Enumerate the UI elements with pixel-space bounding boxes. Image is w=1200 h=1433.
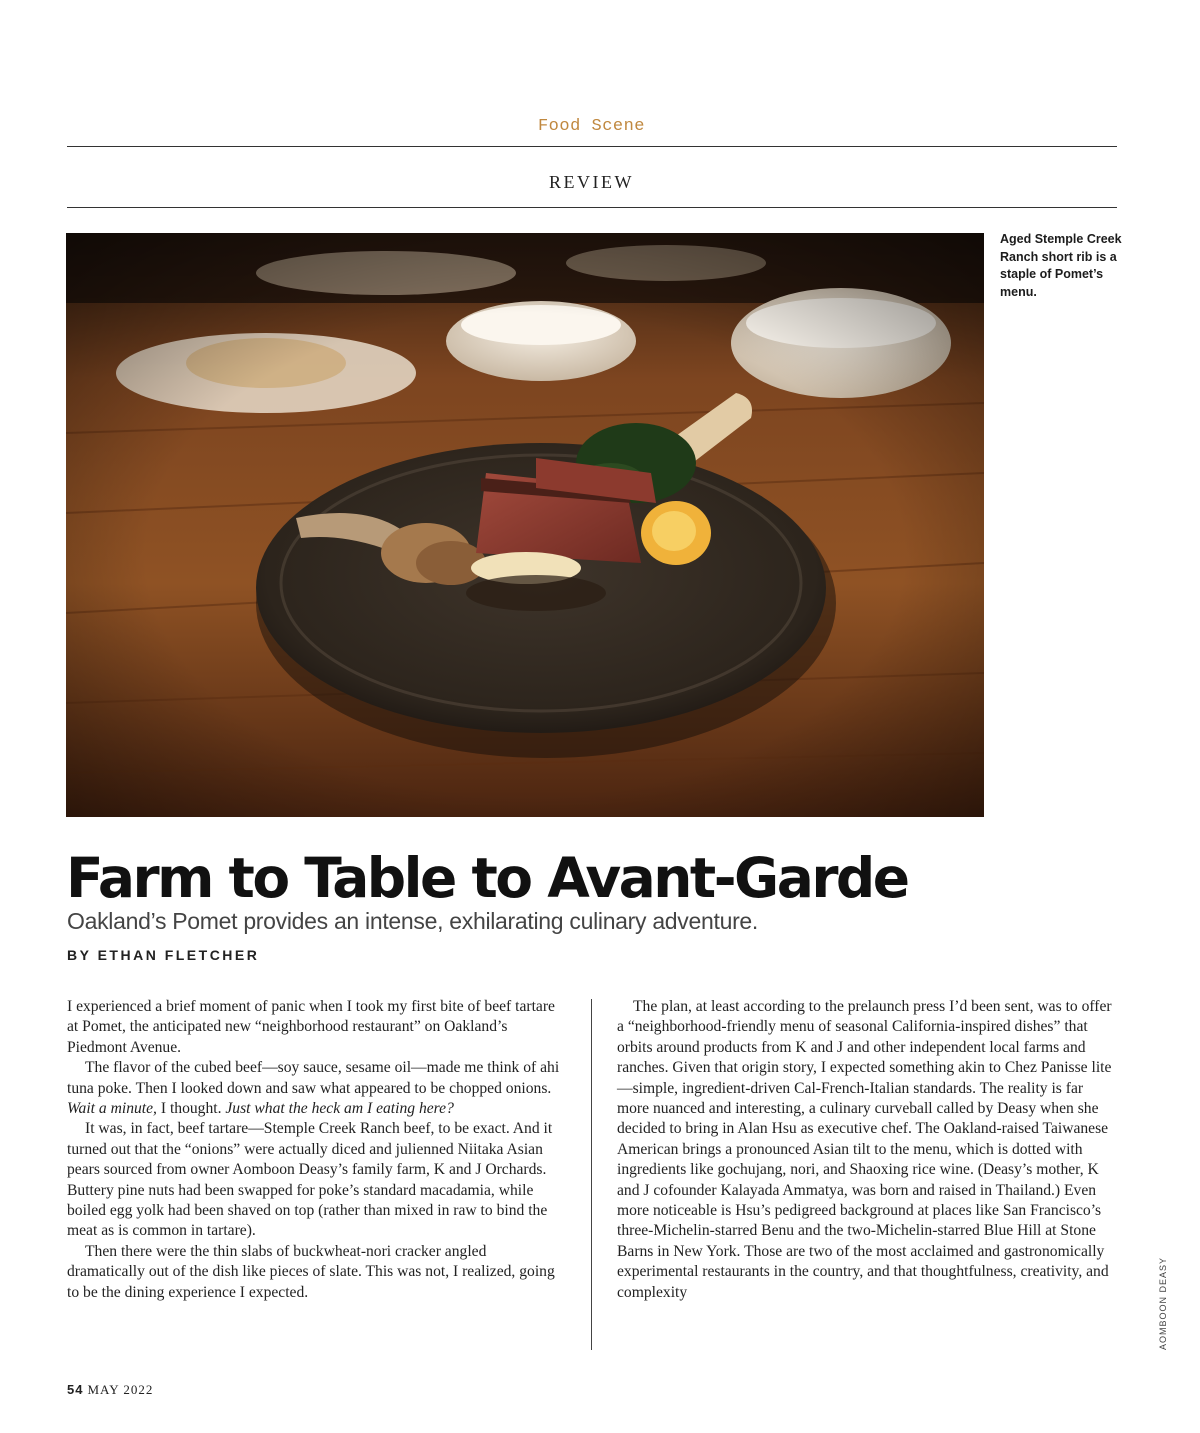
kicker-rule	[67, 207, 1117, 208]
photo-caption: Aged Stemple Creek Ranch short rib is a staple of Pomet’s menu.	[1000, 232, 1122, 299]
hero-photo	[66, 233, 984, 817]
kicker: REVIEW	[549, 172, 634, 192]
headline: Farm to Table to Avant-Garde	[66, 846, 908, 910]
body-column-left	[67, 997, 567, 1303]
paragraph: I experienced a brief moment of panic when I took my first bite of beef tartare at Pomet, the anticipated new “neighborhood restaurant” on Oakland’s Piedmont Avenue.	[67, 998, 555, 1056]
paragraph: Then there were the thin slabs of buckwheat-nori cracker angled dramatically out of the dish like pieces of slate. This was not, I realized, going to be the dining experience I expected.	[67, 1242, 555, 1301]
page-folio	[67, 1382, 153, 1398]
body-column-right	[617, 997, 1117, 1303]
dek: Oakland’s Pomet provides an intense, exhilarating culinary adventure.	[67, 908, 759, 934]
top-rule	[67, 146, 1117, 147]
issue-date: MAY 2022	[87, 1382, 154, 1397]
paragraph: The flavor of the cubed beef—soy sauce, sesame oil—made me think of ahi tuna poke. Then I looked down and saw what appeared to be chopped onions. Wait a minute, I thought. Just what the heck am I eating here?	[67, 1059, 560, 1118]
byline: BY ETHAN FLETCHER	[67, 947, 260, 963]
paragraph: It was, in fact, beef tartare—Stemple Creek Ranch beef, to be exact. And it turned out that the “onions” were actually diced and julienned Niitaka Asian pears sourced from owner Aomboon Deasy’s family farm, K and J Orchards. Buttery pine nuts had been swapped for poke’s standard macadamia, while boiled egg yolk had been shaved on top (rather than mixed in raw to bind the meat as is common in tartare).	[67, 1120, 553, 1240]
column-divider	[591, 999, 592, 1350]
section-label: Food Scene	[537, 117, 646, 136]
photo-credit: AOMBOON DEASY	[1158, 1256, 1168, 1350]
paragraph: The plan, at least according to the prelaunch press I’d been sent, was to offer a “neighborhood-friendly menu of seasonal California-inspired dishes” that orbits around products from K and J and other independent local farms and ranches. Given that origin story, I expected something akin to Chez Panisse lite—simple, ingredient-driven Cal-French-Italian standards. The reality is far more nuanced and interesting, a culinary curveball called by Deasy when she decided to bring in Alan Hsu as executive chef. The Oakland-raised Taiwanese American brings a pronounced Asian tilt to the menu, which is dotted with ingredients like gochujang, nori, and Shaoxing rice wine. (Deasy’s mother, K and J cofounder Kalayada Ammatya, was born and raised in Thailand.) Even more noticeable is Hsu’s pedigreed background at places like San Francisco’s three-Michelin-starred Benu and the two-Michelin-starred Blue Hill at Stone Barns in New York. Those are two of the most acclaimed and gastronomically experimental restaurants in the country, and that thoughtfulness, creativity, and complexity	[617, 998, 1112, 1301]
page-number: 54	[67, 1382, 84, 1397]
